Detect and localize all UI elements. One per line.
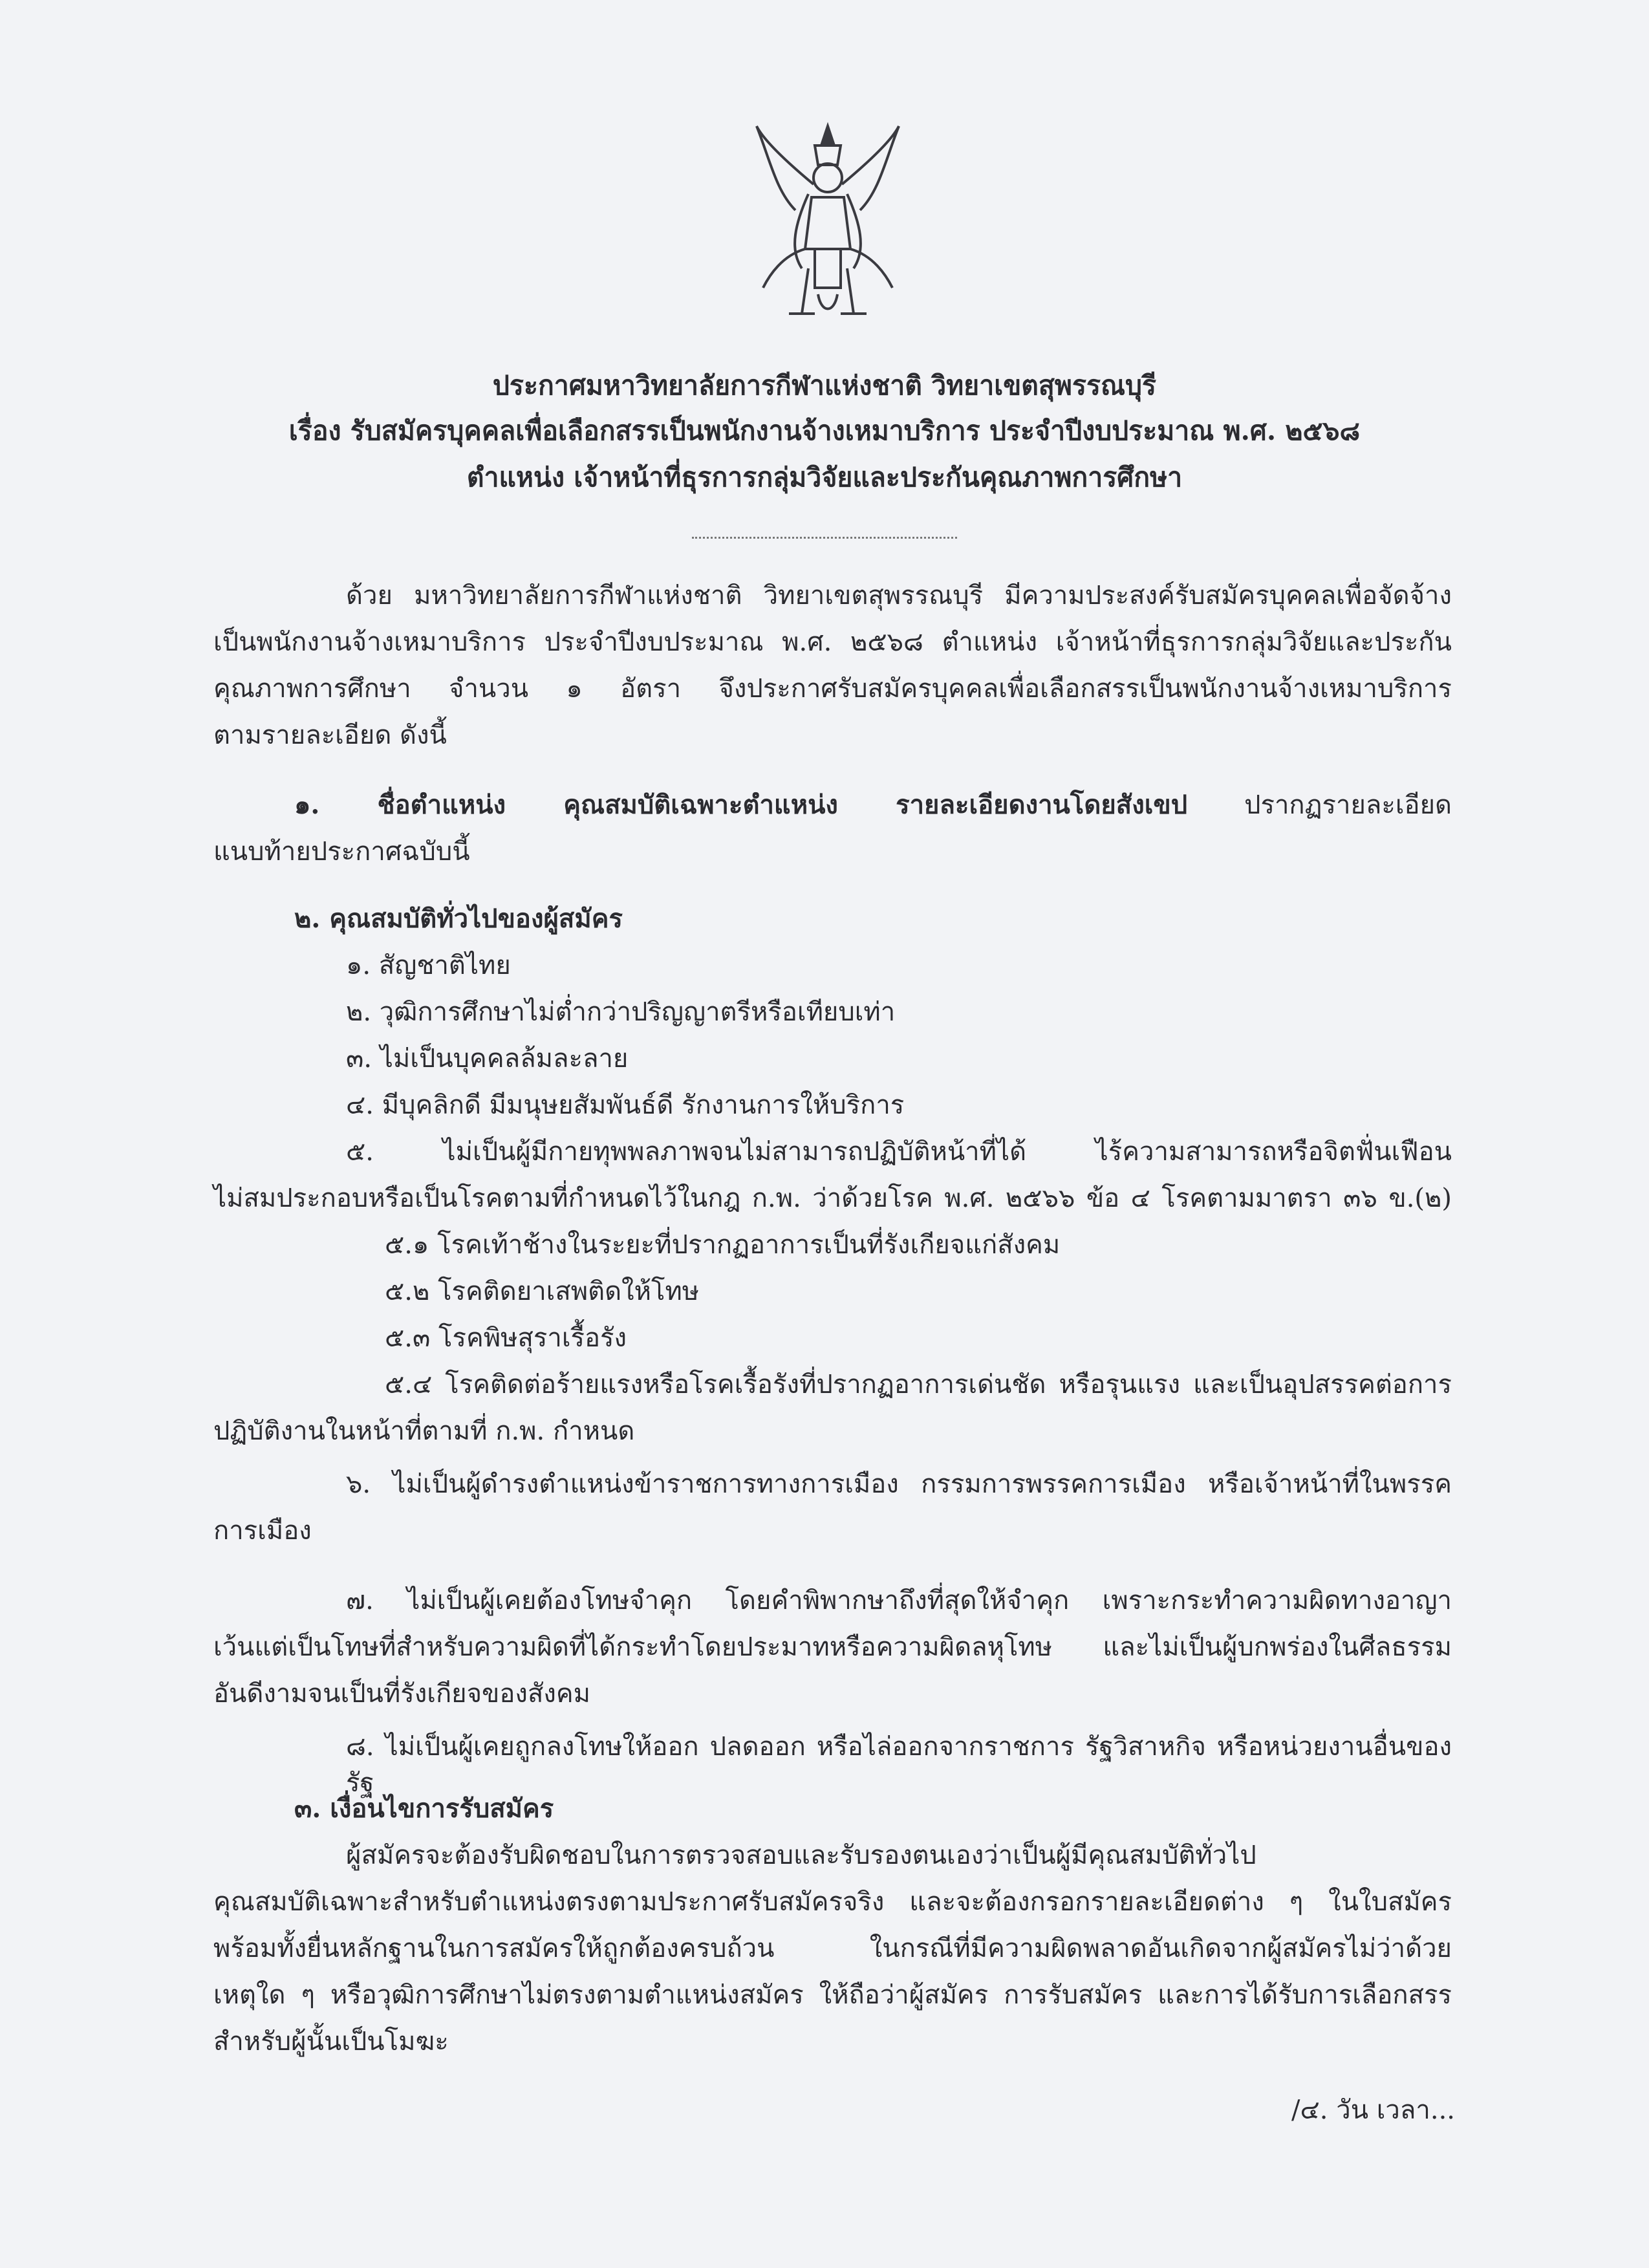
- intro-line-2: เป็นพนักงานจ้างเหมาบริการ ประจำปีงบประมาณ พ.ศ. ๒๕๖๘ ตำแหน่ง เจ้าหน้าที่ธุรการกลุ่มวิจัยและประกัน: [213, 627, 1452, 657]
- section-2-heading: ๒. คุณสมบัติทั่วไปของผู้สมัคร: [294, 903, 623, 934]
- title-divider: [692, 537, 957, 539]
- section-3-line-1: ผู้สมัครจะต้องรับผิดชอบในการตรวจสอบและรับรองตนเองว่าเป็นผู้มีคุณสมบัติทั่วไป: [346, 1841, 1256, 1870]
- qualification-item-6-line-2: การเมือง: [213, 1516, 312, 1546]
- section-3-line-5: สำหรับผู้นั้นเป็นโมฆะ: [213, 2027, 449, 2057]
- intro-line-3: คุณภาพการศึกษา จำนวน ๑ อัตรา จึงประกาศรับสมัครบุคคลเพื่อเลือกสรรเป็นพนักงานจ้างเหมาบริการ: [213, 674, 1452, 704]
- qualification-item-5-line-2: ไม่สมประกอบหรือเป็นโรคตามที่กำหนดไว้ในกฎ ก.พ. ว่าด้วยโรค พ.ศ. ๒๕๖๖ ข้อ ๔ โรคตามมาตรา ๓๖ ข.(๒): [213, 1183, 1452, 1213]
- section-3-line-3: พร้อมทั้งยื่นหลักฐานในการสมัครให้ถูกต้องครบถ้วน ในกรณีที่มีความผิดพลาดอันเกิดจากผู้สมัครไม่ว่าด้วย: [213, 1934, 1452, 1963]
- intro-line-1: ด้วย มหาวิทยาลัยการกีฬาแห่งชาติ วิทยาเขตสุพรรณบุรี มีความประสงค์รับสมัครบุคคลเพื่อจัดจ้าง: [346, 581, 1452, 610]
- disease-item-5-1: ๕.๑ โรคเท้าช้างในระยะที่ปรากฏอาการเป็นที่รังเกียจแก่สังคม: [385, 1230, 1061, 1260]
- disease-item-5-3: ๕.๓ โรคพิษสุราเรื้อรัง: [385, 1323, 627, 1353]
- section-1-rest: ปรากฏรายละเอียด: [1187, 790, 1452, 820]
- section-1-heading: ๑. ชื่อตำแหน่ง คุณสมบัติเฉพาะตำแหน่ง รายละเอียดงานโดยสังเขป: [294, 790, 1188, 820]
- qualification-item-6-line-1: ๖. ไม่เป็นผู้ดำรงตำแหน่งข้าราชการทางการเมือง กรรมการพรรคการเมือง หรือเจ้าหน้าที่ในพรรค: [346, 1469, 1452, 1499]
- qualification-item-8: ๘. ไม่เป็นผู้เคยถูกลงโทษให้ออก ปลดออก หรือไล่ออกจากราชการ รัฐวิสาหกิจ หรือหน่วยงานอื่นของรัฐ: [346, 1732, 1452, 1798]
- qualification-item-7-line-1: ๗. ไม่เป็นผู้เคยต้องโทษจำคุก โดยคำพิพากษาถึงที่สุดให้จำคุก เพราะกระทำความผิดทางอาญา: [346, 1586, 1452, 1615]
- qualification-item-5-line-1: ๕. ไม่เป็นผู้มีกายทุพพลภาพจนไม่สามารถปฏิบัติหน้าที่ได้ ไร้ความสามารถหรือจิตฟั่นเฟือน: [346, 1137, 1452, 1167]
- qualification-item-1: ๑. สัญชาติไทย: [346, 951, 511, 980]
- section-3-line-4: เหตุใด ๆ หรือวุฒิการศึกษาไม่ตรงตามตำแหน่งสมัคร ให้ถือว่าผู้สมัคร การรับสมัคร และการได้รับการเลือกสรร: [213, 1980, 1452, 2010]
- section-3-heading: ๓. เงื่อนไขการรับสมัคร: [294, 1793, 554, 1824]
- qualification-item-7-line-2: เว้นแต่เป็นโทษที่สำหรับความผิดที่ได้กระทำโดยประมาทหรือความผิดลหุโทษ และไม่เป็นผู้บกพร่องในศีลธรรม: [213, 1632, 1452, 1662]
- garuda-emblem-icon: [744, 120, 912, 340]
- announcement-position: ตำแหน่ง เจ้าหน้าที่ธุรการกลุ่มวิจัยและประกันคุณภาพการศึกษา: [466, 462, 1183, 493]
- announcement-title: ประกาศมหาวิทยาลัยการกีฬาแห่งชาติ วิทยาเขตสุพรรณบุรี: [492, 370, 1157, 401]
- qualification-item-3: ๓. ไม่เป็นบุคคลล้มละลาย: [346, 1044, 629, 1074]
- disease-item-5-2: ๕.๒ โรคติดยาเสพติดให้โทษ: [385, 1277, 700, 1306]
- qualification-item-4: ๔. มีบุคลิกดี มีมนุษยสัมพันธ์ดี รักงานการให้บริการ: [346, 1090, 905, 1120]
- disease-item-5-4-line-1: ๕.๔ โรคติดต่อร้ายแรงหรือโรคเรื้อรังที่ปรากฏอาการเด่นชัด หรือรุนแรง และเป็นอุปสรรคต่อการ: [385, 1370, 1452, 1399]
- qualification-item-2: ๒. วุฒิการศึกษาไม่ต่ำกว่าปริญญาตรีหรือเทียบเท่า: [346, 997, 896, 1027]
- qualification-item-7-line-3: อันดีงามจนเป็นที่รังเกียจของสังคม: [213, 1679, 591, 1709]
- section-3-line-2: คุณสมบัติเฉพาะสำหรับตำแหน่งตรงตามประกาศรับสมัครจริง และจะต้องกรอกรายละเอียดต่าง ๆ ในใบสมัคร: [213, 1887, 1452, 1917]
- disease-item-5-4-line-2: ปฏิบัติงานในหน้าที่ตามที่ ก.พ. กำหนด: [213, 1416, 635, 1446]
- page-continuation: /๔. วัน เวลา...: [1291, 2095, 1455, 2125]
- section-1-line-1: [294, 787, 1452, 823]
- announcement-subject: เรื่อง รับสมัครบุคคลเพื่อเลือกสรรเป็นพนักงานจ้างเหมาบริการ ประจำปีงบประมาณ พ.ศ. ๒๕๖๘: [288, 415, 1361, 446]
- intro-line-4: ตามรายละเอียด ดังนี้: [213, 720, 447, 750]
- section-1-line-2: แนบท้ายประกาศฉบับนี้: [213, 837, 470, 867]
